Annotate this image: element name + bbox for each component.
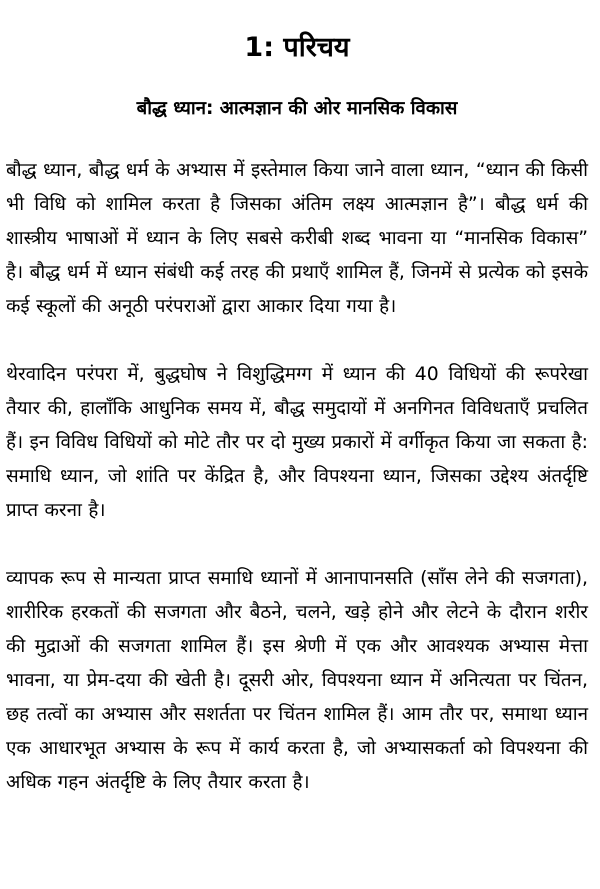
section-title: बौद्ध ध्यान: आत्मज्ञान की ओर मानसिक विकास <box>136 98 458 119</box>
chapter-title: 1: परिचय <box>244 32 350 63</box>
body-paragraph: थेरवादिन परंपरा में, बुद्धघोष ने विशुद्धिमग्ग में ध्यान की 40 विधियों की रूपरेखा तैयार की, हालाँकि आधुनिक समय में, बौद्ध समुदायों में अनगिनत विविधताएँ प्रचलित हैं। इन विविध विधियों को मोटे तौर पर दो मुख्य प्रकारों में वर्गीकृत किया जा सकता है: समाधि ध्यान, जो शांति पर केंद्रित है, और विपश्यना ध्यान, जिसका उद्देश्य अंतर्दृष्टि प्राप्त करना है। <box>6 364 588 521</box>
body-paragraph: व्यापक रूप से मान्यता प्राप्त समाधि ध्यानों में आनापानसति (साँस लेने की सजगता), शारीरिक हरकतों की सजगता और बैठने, चलने, खड़े होने और लेटने के दौरान शरीर की मुद्राओं की सजगता शामिल हैं। इस श्रेणी में एक और आवश्यक अभ्यास मेत्ता भावना, या प्रेम-दया की खेती है। दूसरी ओर, विपश्यना ध्यान में अनित्यता पर चिंतन, छह तत्वों का अभ्यास और सशर्तता पर चिंतन शामिल हैं। आम तौर पर, समाथा ध्यान एक आधारभूत अभ्यास के रूप में कार्य करता है, जो अभ्यासकर्ता को विपश्यना की अधिक गहन अंतर्दृष्टि के लिए तैयार करता है। <box>6 568 588 793</box>
body-paragraph: बौद्ध ध्यान, बौद्ध धर्म के अभ्यास में इस्तेमाल किया जाने वाला ध्यान, “ध्यान की किसी भी विधि को शामिल करता है जिसका अंतिम लक्ष्य आत्मज्ञान है”। बौद्ध धर्म की शास्त्रीय भाषाओं में ध्यान के लिए सबसे करीबी शब्द भावना या “मानसिक विकास” है। बौद्ध धर्म में ध्यान संबंधी कई तरह की प्रथाएँ शामिल हैं, जिनमें से प्रत्येक को इसके कई स्कूलों की अनूठी परंपराओं द्वारा आकार दिया गया है। <box>6 160 588 317</box>
